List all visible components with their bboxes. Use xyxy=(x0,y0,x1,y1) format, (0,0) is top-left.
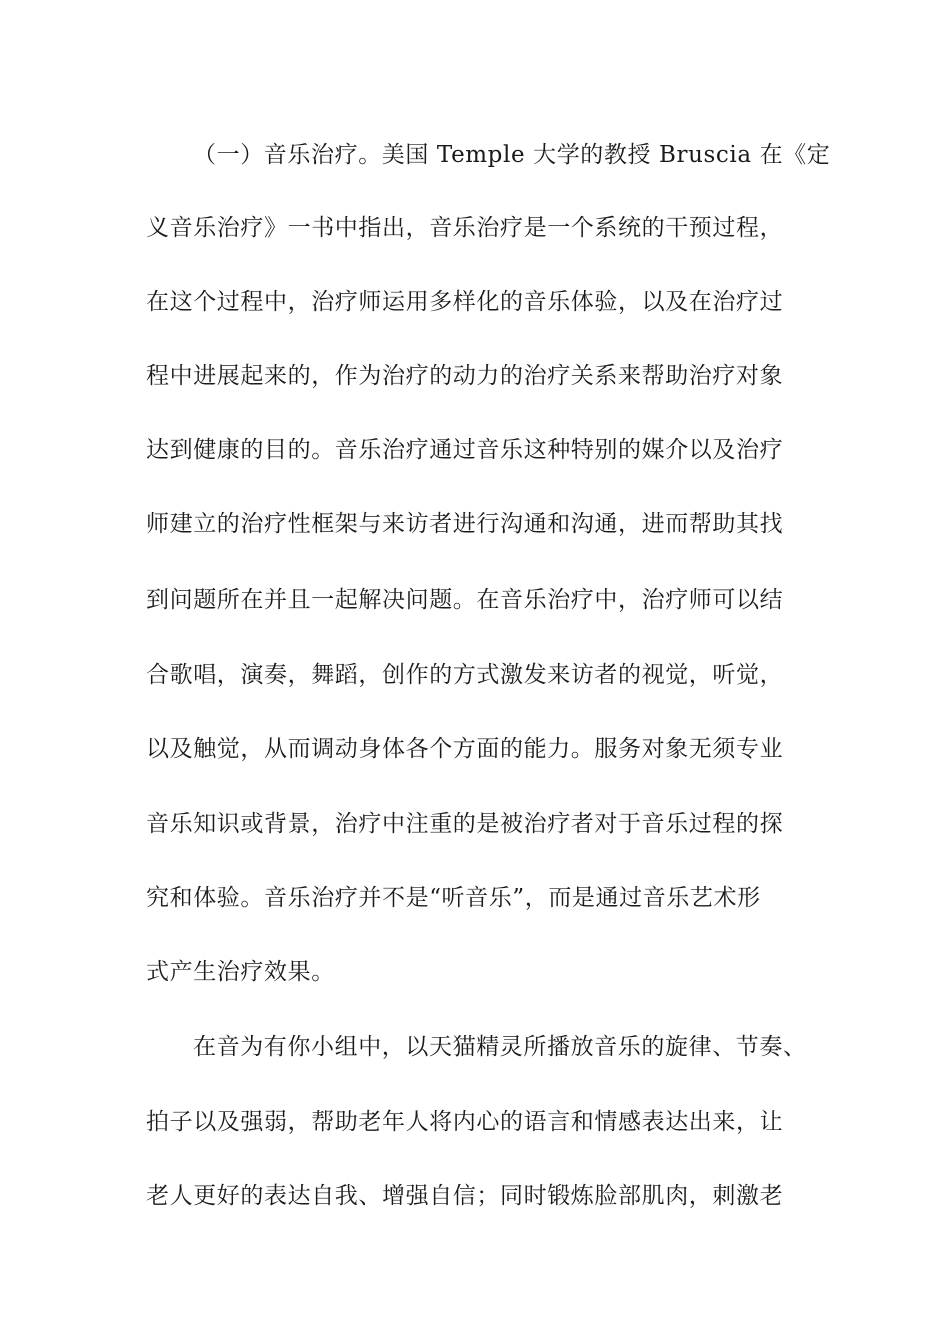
text-line: 师建立的治疗性框架与来访者进行沟通和沟通，进而帮助其找 xyxy=(146,511,784,537)
text-line: 究和体验。音乐治疗并不是“听音乐”，而是通过音乐艺术形 xyxy=(146,885,761,911)
text-line: 拍子以及强弱，帮助老年人将内心的语言和情感表达出来，让 xyxy=(146,1109,784,1135)
text-line: 合歌唱，演奏，舞蹈，创作的方式激发来访者的视觉，听觉， xyxy=(146,662,784,688)
text-line: 音乐知识或背景，治疗中注重的是被治疗者对于音乐过程的探 xyxy=(146,811,784,837)
text-line: 以及触觉，从而调动身体各个方面的能力。服务对象无须专业 xyxy=(146,736,784,762)
text-line: 义音乐治疗》一书中指出，音乐治疗是一个系统的干预过程， xyxy=(146,215,784,241)
text-line: 在音为有你小组中，以天猫精灵所播放音乐的旋律、节奏、 xyxy=(193,1034,807,1060)
text-line: （一）音乐治疗。美国 Temple 大学的教授 Bruscia 在《定 xyxy=(193,142,831,168)
text-line: 老人更好的表达自我、增强自信；同时锻炼脸部肌肉，刺激老 xyxy=(146,1183,784,1209)
text-line: 在这个过程中，治疗师运用多样化的音乐体验，以及在治疗过 xyxy=(146,289,784,315)
text-line: 到问题所在并且一起解决问题。在音乐治疗中，治疗师可以结 xyxy=(146,587,784,613)
text-line: 程中进展起来的，作为治疗的动力的治疗关系来帮助治疗对象 xyxy=(146,363,784,389)
text-line: 达到健康的目的。音乐治疗通过音乐这种特别的媒介以及治疗 xyxy=(146,437,784,463)
text-line: 式产生治疗效果。 xyxy=(146,959,335,985)
